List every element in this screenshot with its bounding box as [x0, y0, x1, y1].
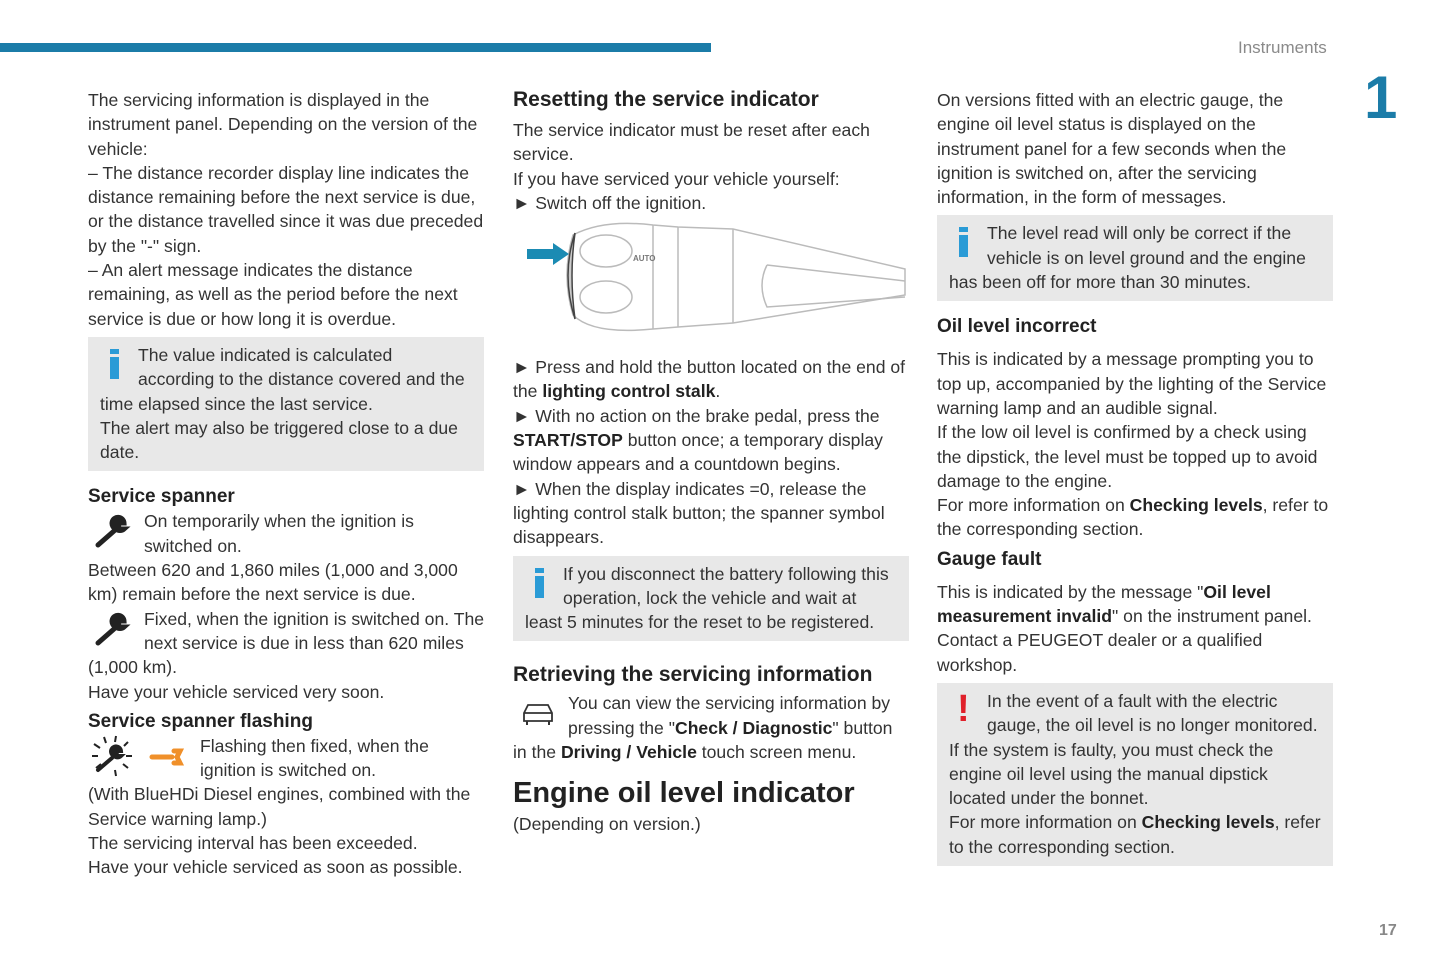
paragraph: – The distance recorder display line indicates the distance remaining before the next service is due, or the distance travelled since it was due preceded by the "-" sign.: [88, 162, 484, 256]
info-text: The value indicated is calculated according to the distance covered and the time elapsed since the last service.: [100, 344, 465, 414]
column-2: [513, 88, 909, 837]
lighting-stalk-illustration: [513, 215, 909, 355]
paragraph: ► With no action on the brake pedal, press the START/STOP button once; a temporary display window appears and a countdown begins.: [513, 405, 883, 475]
paragraph: Have your vehicle serviced as soon as possible.: [88, 857, 463, 878]
paragraph: If you have serviced your vehicle yourself:: [513, 168, 840, 189]
section-title: Instruments: [1238, 38, 1327, 57]
paragraph: On versions fitted with an electric gauge, the engine oil level status is displayed on the instrument panel for a few seconds when the ignition is switched on, after the servicing information, in the form of messages.: [937, 90, 1287, 208]
paragraph: (Depending on version.): [513, 814, 701, 835]
page-number: 17: [1379, 922, 1397, 939]
svg-text:AUTO: AUTO: [633, 254, 656, 264]
heading-engine-oil: Engine oil level indicator: [513, 777, 855, 810]
paragraph: ► Switch off the ignition.: [513, 192, 707, 213]
car-icon: [513, 691, 568, 739]
info-box: [88, 337, 484, 471]
column-1: [88, 88, 484, 880]
info-box: [513, 556, 909, 642]
paragraph: Have your vehicle serviced very soon.: [88, 681, 385, 702]
paragraph: (With BlueHDi Diesel engines, combined with the Service warning lamp.): [88, 784, 471, 829]
paragraph: Fixed, when the ignition is switched on. The next service is due in less than 620 miles (1,000 km).: [88, 608, 485, 678]
info-icon: [959, 227, 968, 253]
paragraph: – An alert message indicates the distance remaining, as well as the period before the next service is due or how long it is overdue.: [88, 260, 458, 329]
paragraph: You can view the servicing information by pressing the "Check / Diagnostic" button in the Driving / Vehicle touch screen menu.: [513, 693, 893, 763]
info-icon: [535, 568, 544, 594]
paragraph: Contact a PEUGEOT dealer or a qualified workshop.: [937, 630, 1263, 675]
chapter-number: 1: [1364, 64, 1398, 131]
paragraph: ► When the display indicates =0, release the lighting control stalk button; the spanner symbol disappears.: [513, 478, 885, 548]
paragraph: Flashing then fixed, when the ignition is switched on.: [200, 735, 429, 781]
paragraph: ► Press and hold the button located on the end of the lighting control stalk.: [513, 357, 906, 402]
paragraph: The servicing information is displayed in the instrument panel. Depending on the version of the vehicle:: [88, 90, 478, 159]
paragraph: On temporarily when the ignition is switched on.: [144, 511, 414, 556]
heading-spanner-flashing: Service spanner flashing: [88, 710, 313, 732]
warning-box: [937, 683, 1333, 866]
column-3: [937, 88, 1333, 874]
paragraph: If the low oil level is confirmed by a check using the dipstick, the level must be topped up to avoid damage to the engine.: [937, 422, 1318, 491]
warning-text: If the system is faulty, you must check the engine oil level using the manual dipstick located under the bonnet.: [949, 739, 1274, 809]
heading-service-spanner: Service spanner: [88, 486, 235, 508]
paragraph: For more information on Checking levels, refer to the corresponding section.: [937, 495, 1329, 540]
header-accent-bar: [0, 43, 711, 52]
paragraph: This is indicated by a message prompting you to top up, accompanied by the lighting of the Service warning lamp and an audible signal.: [937, 349, 1327, 418]
warning-icon: !: [957, 687, 970, 730]
heading-resetting: Resetting the service indicator: [513, 88, 819, 111]
info-text: The alert may also be triggered close to a due date.: [100, 417, 458, 463]
paragraph: Between 620 and 1,860 miles (1,000 and 3,000 km) remain before the next service is due.: [88, 560, 458, 605]
info-icon: [110, 349, 119, 375]
warning-text: For more information on Checking levels, refer to the corresponding section.: [949, 812, 1321, 857]
flashing-spanner-icons: [88, 734, 200, 782]
spanner-icon: [88, 607, 144, 655]
paragraph: This is indicated by the message "Oil level measurement invalid" on the instrument panel.: [937, 581, 1312, 627]
paragraph: The servicing interval has been exceeded.: [88, 833, 418, 854]
paragraph: The service indicator must be reset after each service.: [513, 120, 870, 165]
spanner-icon: [88, 509, 144, 557]
info-text: The level read will only be correct if the vehicle is on level ground and the engine has been off for more than 30 minutes.: [949, 223, 1306, 293]
heading-oil-incorrect: Oil level incorrect: [937, 316, 1097, 338]
warning-text: In the event of a fault with the electric gauge, the oil level is no longer monitored.: [987, 690, 1318, 736]
info-text: If you disconnect the battery following this operation, lock the vehicle and wait at least 5 minutes for the reset to be registered.: [525, 563, 889, 633]
info-box: [937, 215, 1333, 301]
heading-gauge-fault: Gauge fault: [937, 548, 1042, 570]
heading-retrieving: Retrieving the servicing information: [513, 663, 873, 687]
